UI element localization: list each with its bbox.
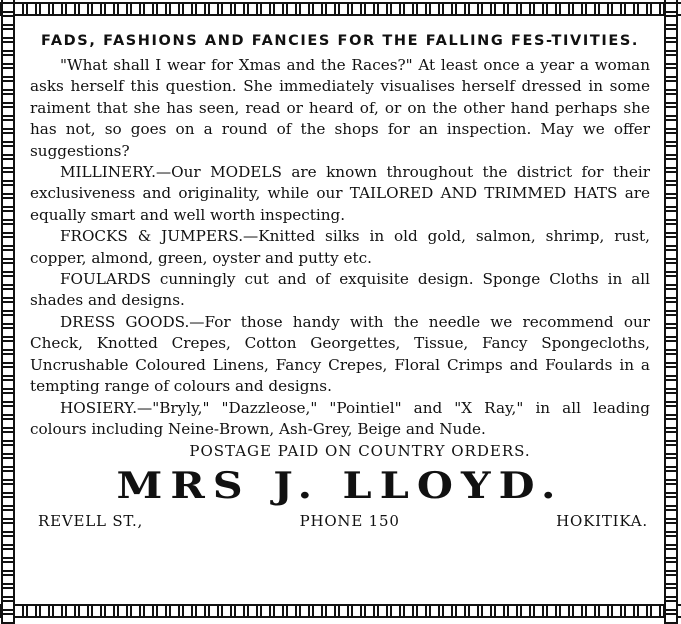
dress-goods-paragraph: DRESS GOODS.—For those handy with the needle we recommend our Check, Knotted Crepes, Cotton Georgettes, Tissue, Fancy Spongecloths, Uncrushable Coloured Linens, Fancy Crepes, Floral Crimps and Foulards in a tempting range of colours and designs. <box>30 312 650 396</box>
decorative-border-bottom <box>0 604 681 618</box>
headline: FADS, FASHIONS AND FANCIES FOR THE FALLING FES-TIVITIES. <box>41 33 639 49</box>
postage-notice: POSTAGE PAID ON COUNTRY ORDERS. <box>189 442 531 461</box>
advertisement-content <box>30 22 650 530</box>
decorative-border-right <box>664 0 678 624</box>
intro-paragraph: "What shall I wear for Xmas and the Races?" At least once a year a woman asks herself this question. She immediately visualises herself dressed in some raiment that she has seen, read or heard of, or on the other hand perhaps she has not, so goes on a round of the shops for an inspection. May we offer suggestions? <box>30 56 650 160</box>
decorative-border-top <box>0 2 681 16</box>
town-name: HOKITIKA. <box>556 512 648 531</box>
foulards-paragraph: FOULARDS cunningly cut and of exquisite design. Sponge Cloths in all shades and designs. <box>30 270 650 310</box>
frocks-jumpers-paragraph: FROCKS & JUMPERS.—Knitted silks in old gold, salmon, shrimp, rust, copper, almond, green, oyster and putty etc. <box>30 227 650 267</box>
millinery-paragraph: MILLINERY.—Our MODELS are known throughout the district for their exclusiveness and originality, while our TAILORED AND TRIMMED HATS are equally smart and well worth inspecting. <box>30 163 650 224</box>
shop-name: MRS J. LLOYD. <box>116 465 564 508</box>
street-address: REVELL ST., <box>38 512 144 531</box>
address-footer <box>30 512 650 530</box>
phone-number: PHONE 150 <box>299 512 400 531</box>
hosiery-paragraph: HOSIERY.—"Bryly," "Dazzleose," "Pointiel" and "X Ray," in all leading colours including Neine-Brown, Ash-Grey, Beige and Nude. <box>30 398 650 438</box>
advertisement-body <box>30 55 650 440</box>
decorative-border-left <box>1 0 15 624</box>
